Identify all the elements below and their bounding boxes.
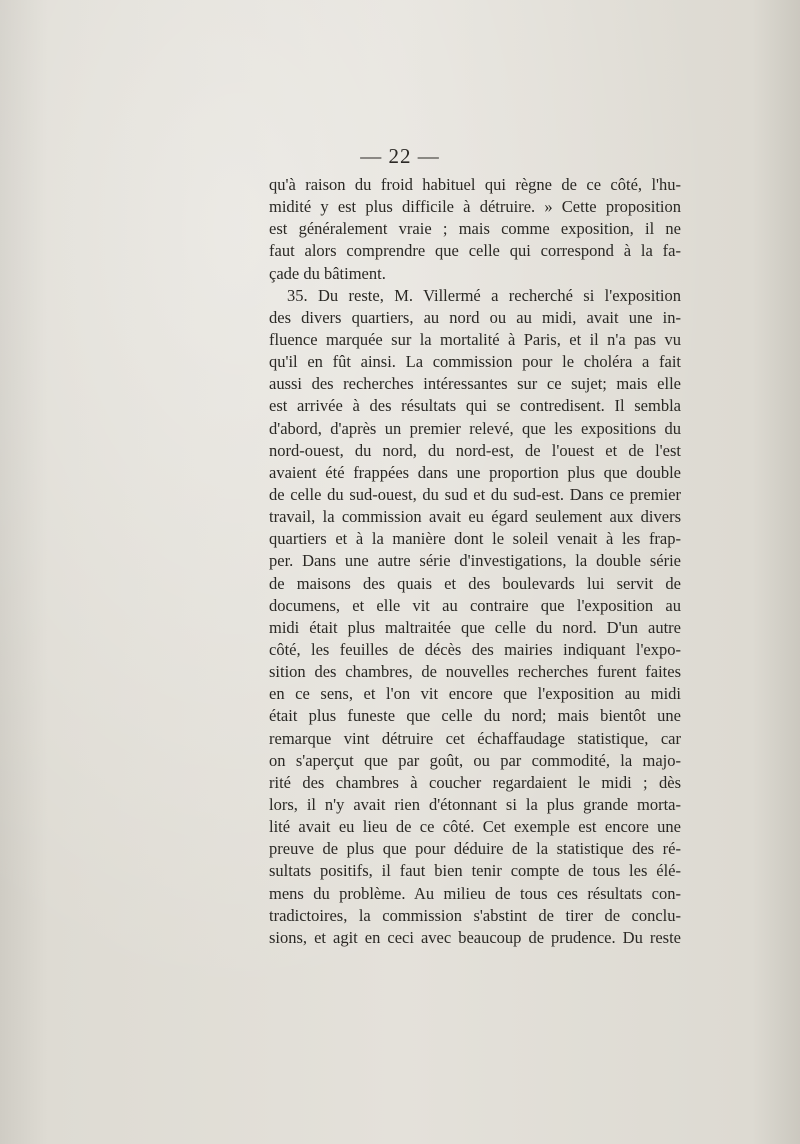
text-line: de maisons des quais et des boulevards lui servit de — [269, 573, 681, 593]
text-line: tradictoires, la commission s'abstint de tirer de conclu- — [269, 905, 681, 925]
text-line: sultats positifs, il faut bien tenir compte de tous les élé- — [269, 861, 681, 881]
text-line: quartiers et à la manière dont le soleil venait à les frap- — [269, 529, 681, 549]
text-line: lité avait eu lieu de ce côté. Cet exemple est encore une — [269, 817, 681, 837]
text-line: remarque vint détruire cet échaffaudage statistique, car — [269, 728, 681, 748]
text-line: midité y est plus difficile à détruire. » Cette proposition — [269, 197, 681, 217]
text-line: de celle du sud-ouest, du sud et du sud-est. Dans ce premier — [269, 484, 681, 504]
text-line: d'abord, d'après un premier relevé, que les expositions du — [269, 418, 681, 438]
text-line: sions, et agit en ceci avec beaucoup de prudence. Du reste — [269, 927, 681, 947]
text-line: avaient été frappées dans une proportion plus que double — [269, 462, 681, 482]
text-line: qu'à raison du froid habituel qui règne de ce côté, l'hu- — [269, 175, 681, 194]
text-line: côté, les feuilles de décès des mairies indiquant l'expo- — [269, 639, 681, 659]
text-line: sition des chambres, de nouvelles recherches furent faites — [269, 662, 681, 682]
text-line: qu'il en fût ainsi. La commission pour le choléra a fait — [269, 352, 681, 372]
text-line: on s'aperçut que par goût, ou par commodité, la majo- — [269, 750, 681, 770]
text-line: midi était plus maltraitée que celle du nord. D'un autre — [269, 617, 681, 637]
body-text — [269, 174, 681, 949]
text-line: preuve de plus que pour déduire de la statistique des ré- — [269, 839, 681, 859]
text-line: per. Dans une autre série d'investigations, la double série — [269, 551, 681, 571]
text-line: aussi des recherches intéressantes sur ce sujet; mais elle — [269, 374, 681, 394]
text-line: rité des chambres à coucher regardaient le midi ; dès — [269, 772, 681, 792]
text-line: travail, la commission avait eu égard seulement aux divers — [269, 507, 681, 527]
text-line: çade du bâtiment. — [269, 263, 386, 283]
text-line: était plus funeste que celle du nord; mais bientôt une — [269, 706, 681, 726]
text-line: faut alors comprendre que celle qui correspond à la fa- — [269, 241, 681, 261]
text-line: 35. Du reste, M. Villermé a recherché si l'exposition — [287, 285, 681, 305]
text-line: nord-ouest, du nord, du nord-est, de l'ouest et de l'est — [269, 440, 681, 460]
page-number: — 22 — — [360, 144, 440, 168]
text-line: est généralement vraie ; mais comme exposition, il ne — [269, 219, 681, 239]
text-line: est arrivée à des résultats qui se contredisent. Il sembla — [269, 396, 681, 416]
text-line: en ce sens, et l'on vit encore que l'exposition au midi — [269, 684, 681, 704]
text-line: mens du problème. Au milieu de tous ces résultats con- — [269, 883, 681, 903]
text-line: documens, et elle vit au contraire que l'exposition au — [269, 595, 681, 615]
text-line: des divers quartiers, au nord ou au midi, avait une in- — [269, 307, 681, 327]
text-line: lors, il n'y avait rien d'étonnant si la plus grande morta- — [269, 794, 681, 814]
text-line: fluence marquée sur la mortalité à Paris, et il n'a pas vu — [269, 329, 681, 349]
